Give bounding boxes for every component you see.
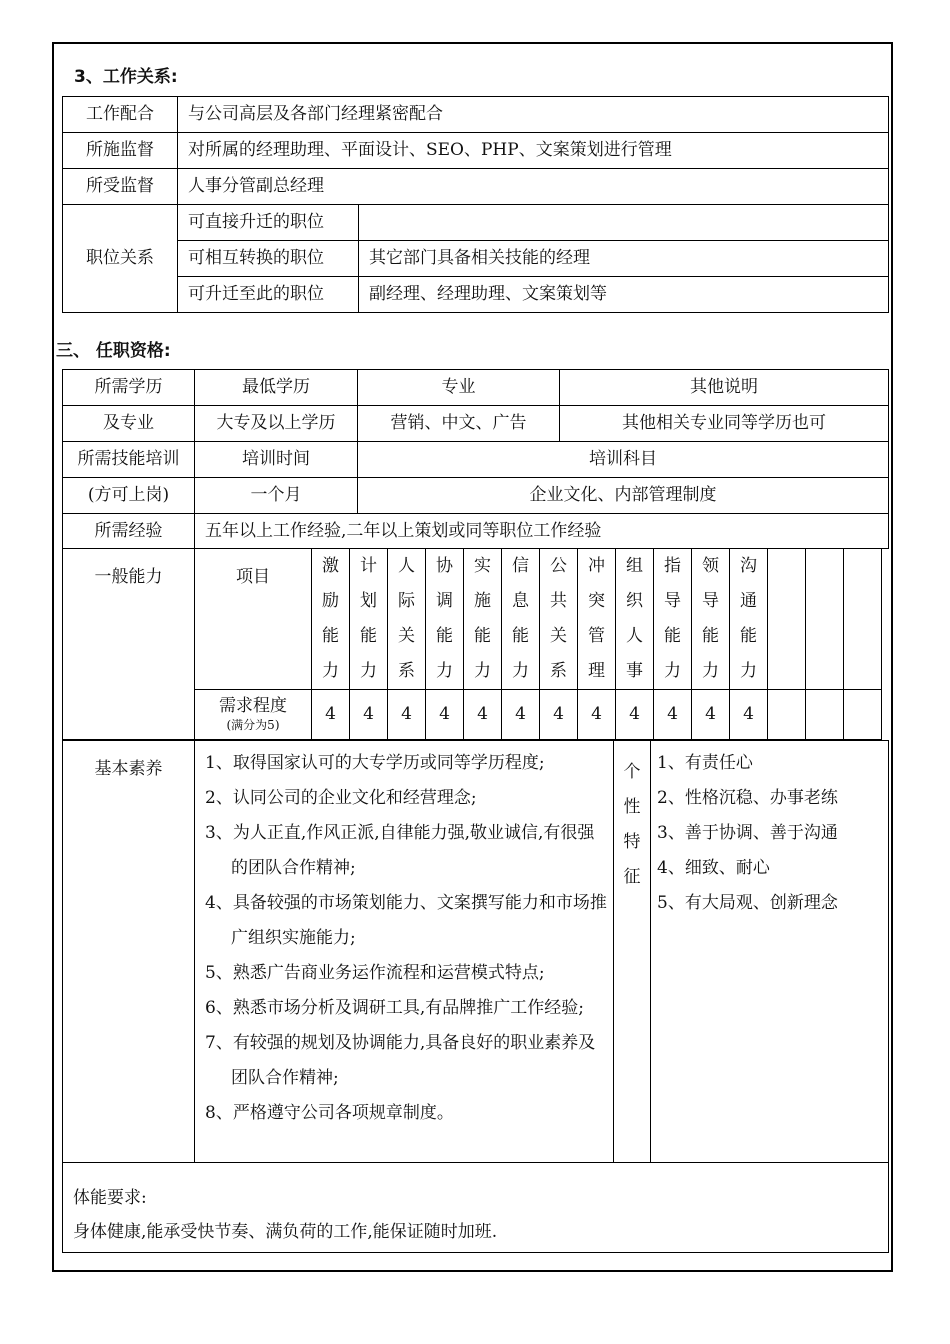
ability-item bbox=[312, 549, 350, 690]
ability-char: 信 bbox=[512, 556, 529, 576]
work-relations-table bbox=[62, 96, 889, 313]
personality-char: 性 bbox=[623, 797, 641, 817]
ability-char: 导 bbox=[702, 591, 719, 611]
ability-char: 实 bbox=[474, 556, 491, 576]
basic-table bbox=[62, 740, 889, 1253]
physical-cell bbox=[63, 1163, 889, 1253]
list-item: 5、熟悉广告商业务运作流程和运营模式特点; bbox=[205, 963, 545, 983]
ability-char: 力 bbox=[664, 661, 681, 681]
ability-char: 划 bbox=[360, 591, 377, 611]
row-label: 工作配合 bbox=[63, 97, 178, 133]
training-label-2: (方可上岗) bbox=[63, 478, 195, 514]
ability-item bbox=[464, 549, 502, 690]
list-item: 4、细致、耐心 bbox=[657, 858, 770, 878]
list-item: 3、为人正直,作风正派,自律能力强,敬业诚信,有很强的团队合作精神; bbox=[205, 823, 595, 878]
ability-char: 调 bbox=[436, 591, 453, 611]
ability-empty-cell bbox=[768, 690, 806, 740]
ability-item bbox=[654, 549, 692, 690]
personality-char: 征 bbox=[623, 867, 641, 887]
ability-char: 能 bbox=[664, 626, 681, 646]
list-item: 8、严格遵守公司各项规章制度。 bbox=[205, 1103, 454, 1123]
ability-item bbox=[388, 549, 426, 690]
physical-value: 身体健康,能承受快节奏、满负荷的工作,能保证随时加班. bbox=[73, 1222, 498, 1242]
position-relations-label: 职位关系 bbox=[63, 205, 178, 313]
position-row-label: 可升迁至此的职位 bbox=[178, 277, 359, 313]
ability-item bbox=[692, 549, 730, 690]
ability-char: 系 bbox=[398, 661, 415, 681]
basic-label: 基本素养 bbox=[63, 741, 195, 1163]
ability-char: 能 bbox=[512, 626, 529, 646]
ability-level: 4 bbox=[730, 690, 768, 740]
ability-level: 4 bbox=[578, 690, 616, 740]
ability-char: 人 bbox=[626, 626, 643, 646]
ability-char: 能 bbox=[322, 626, 339, 646]
training-header: 培训时间 bbox=[195, 442, 358, 478]
position-row-value: 其它部门具备相关技能的经理 bbox=[359, 241, 889, 277]
ability-char: 能 bbox=[702, 626, 719, 646]
abilities-table bbox=[62, 548, 882, 740]
ability-char: 沟 bbox=[740, 556, 757, 576]
training-value: 一个月 bbox=[195, 478, 358, 514]
list-item: 1、有责任心 bbox=[657, 753, 753, 773]
personality-label bbox=[614, 741, 651, 1163]
list-item: 1、取得国家认可的大专学历或同等学历程度; bbox=[205, 753, 545, 773]
ability-level: 4 bbox=[312, 690, 350, 740]
level-label: 需求程度 bbox=[219, 696, 287, 717]
ability-char: 理 bbox=[588, 661, 605, 681]
ability-char: 关 bbox=[398, 626, 415, 646]
position-row-label: 可相互转换的职位 bbox=[178, 241, 359, 277]
ability-item bbox=[730, 549, 768, 690]
education-header: 专业 bbox=[358, 370, 560, 406]
ability-char: 力 bbox=[474, 661, 491, 681]
ability-level: 4 bbox=[654, 690, 692, 740]
training-header: 培训科目 bbox=[358, 442, 889, 478]
ability-char: 织 bbox=[626, 591, 643, 611]
experience-value: 五年以上工作经验,二年以上策划或同等职位工作经验 bbox=[195, 514, 889, 549]
row-value: 对所属的经理助理、平面设计、SEO、PHP、文案策划进行管理 bbox=[178, 133, 889, 169]
personality-char: 个 bbox=[623, 762, 641, 782]
ability-char: 息 bbox=[512, 591, 529, 611]
ability-char: 突 bbox=[588, 591, 605, 611]
ability-empty-cell bbox=[844, 549, 882, 690]
physical-title: 体能要求: bbox=[73, 1188, 147, 1208]
ability-char: 组 bbox=[626, 556, 643, 576]
ability-char: 计 bbox=[360, 556, 377, 576]
work-relations-title: 3、工作关系: bbox=[74, 67, 178, 87]
basic-list-cell bbox=[195, 741, 614, 1163]
ability-empty-cell bbox=[768, 549, 806, 690]
ability-char: 协 bbox=[436, 556, 453, 576]
education-label-2: 及专业 bbox=[63, 406, 195, 442]
ability-level: 4 bbox=[502, 690, 540, 740]
qualifications-table bbox=[62, 369, 889, 549]
qualifications-title: 三、 任职资格: bbox=[56, 341, 171, 361]
ability-char: 能 bbox=[474, 626, 491, 646]
ability-empty-cell bbox=[806, 549, 844, 690]
ability-char: 能 bbox=[740, 626, 757, 646]
row-label: 所施监督 bbox=[63, 133, 178, 169]
ability-empty-cell bbox=[844, 690, 882, 740]
ability-level: 4 bbox=[464, 690, 502, 740]
ability-char: 领 bbox=[702, 556, 719, 576]
ability-char: 际 bbox=[398, 591, 415, 611]
ability-item bbox=[540, 549, 578, 690]
ability-char: 能 bbox=[360, 626, 377, 646]
ability-char: 力 bbox=[436, 661, 453, 681]
ability-char: 力 bbox=[360, 661, 377, 681]
ability-char: 通 bbox=[740, 591, 757, 611]
list-item: 6、熟悉市场分析及调研工具,有品牌推广工作经验; bbox=[205, 998, 584, 1018]
ability-item bbox=[578, 549, 616, 690]
ability-level: 4 bbox=[540, 690, 578, 740]
education-label-1: 所需学历 bbox=[63, 370, 195, 406]
education-value: 大专及以上学历 bbox=[195, 406, 358, 442]
ability-char: 力 bbox=[702, 661, 719, 681]
ability-char: 励 bbox=[322, 591, 339, 611]
row-value: 人事分管副总经理 bbox=[178, 169, 889, 205]
abilities-label: 一般能力 bbox=[63, 549, 195, 740]
list-item: 2、性格沉稳、办事老练 bbox=[657, 788, 838, 808]
position-row-label: 可直接升迁的职位 bbox=[178, 205, 359, 241]
ability-item bbox=[502, 549, 540, 690]
ability-char: 管 bbox=[588, 626, 605, 646]
row-label: 所受监督 bbox=[63, 169, 178, 205]
ability-char: 共 bbox=[550, 591, 567, 611]
ability-item bbox=[350, 549, 388, 690]
ability-level: 4 bbox=[350, 690, 388, 740]
ability-level: 4 bbox=[388, 690, 426, 740]
ability-level: 4 bbox=[616, 690, 654, 740]
ability-char: 能 bbox=[436, 626, 453, 646]
basic-list bbox=[197, 746, 607, 1131]
ability-char: 力 bbox=[322, 661, 339, 681]
row-value: 与公司高层及各部门经理紧密配合 bbox=[178, 97, 889, 133]
ability-char: 冲 bbox=[588, 556, 605, 576]
list-item: 5、有大局观、创新理念 bbox=[657, 893, 838, 913]
ability-char: 力 bbox=[512, 661, 529, 681]
ability-char: 关 bbox=[550, 626, 567, 646]
personality-list-cell bbox=[651, 741, 889, 1163]
ability-level: 4 bbox=[426, 690, 464, 740]
level-label-cell bbox=[195, 690, 312, 740]
list-item: 7、有较强的规划及协调能力,具备良好的职业素养及团队合作精神; bbox=[205, 1033, 596, 1088]
education-value: 营销、中文、广告 bbox=[358, 406, 560, 442]
education-header: 最低学历 bbox=[195, 370, 358, 406]
ability-empty-cell bbox=[806, 690, 844, 740]
ability-char: 导 bbox=[664, 591, 681, 611]
education-header: 其他说明 bbox=[560, 370, 889, 406]
ability-char: 公 bbox=[550, 556, 567, 576]
ability-item bbox=[616, 549, 654, 690]
level-note: (满分为5) bbox=[226, 717, 280, 732]
ability-level: 4 bbox=[692, 690, 730, 740]
personality-list bbox=[657, 746, 888, 921]
position-row-value bbox=[359, 205, 889, 241]
list-item: 3、善于协调、善于沟通 bbox=[657, 823, 838, 843]
experience-label: 所需经验 bbox=[63, 514, 195, 549]
list-item: 2、认同公司的企业文化和经营理念; bbox=[205, 788, 477, 808]
ability-char: 施 bbox=[474, 591, 491, 611]
ability-char: 人 bbox=[398, 556, 415, 576]
list-item: 4、具备较强的市场策划能力、文案撰写能力和市场推广组织实施能力; bbox=[205, 893, 607, 948]
ability-item bbox=[426, 549, 464, 690]
ability-char: 系 bbox=[550, 661, 567, 681]
personality-char: 特 bbox=[623, 832, 641, 852]
ability-char: 指 bbox=[664, 556, 681, 576]
training-label-1: 所需技能培训 bbox=[63, 442, 195, 478]
training-value: 企业文化、内部管理制度 bbox=[358, 478, 889, 514]
position-row-value: 副经理、经理助理、文案策划等 bbox=[359, 277, 889, 313]
abilities-item-label: 项目 bbox=[195, 549, 312, 690]
ability-char: 激 bbox=[322, 556, 339, 576]
ability-char: 事 bbox=[626, 661, 643, 681]
education-value: 其他相关专业同等学历也可 bbox=[560, 406, 889, 442]
ability-char: 力 bbox=[740, 661, 757, 681]
